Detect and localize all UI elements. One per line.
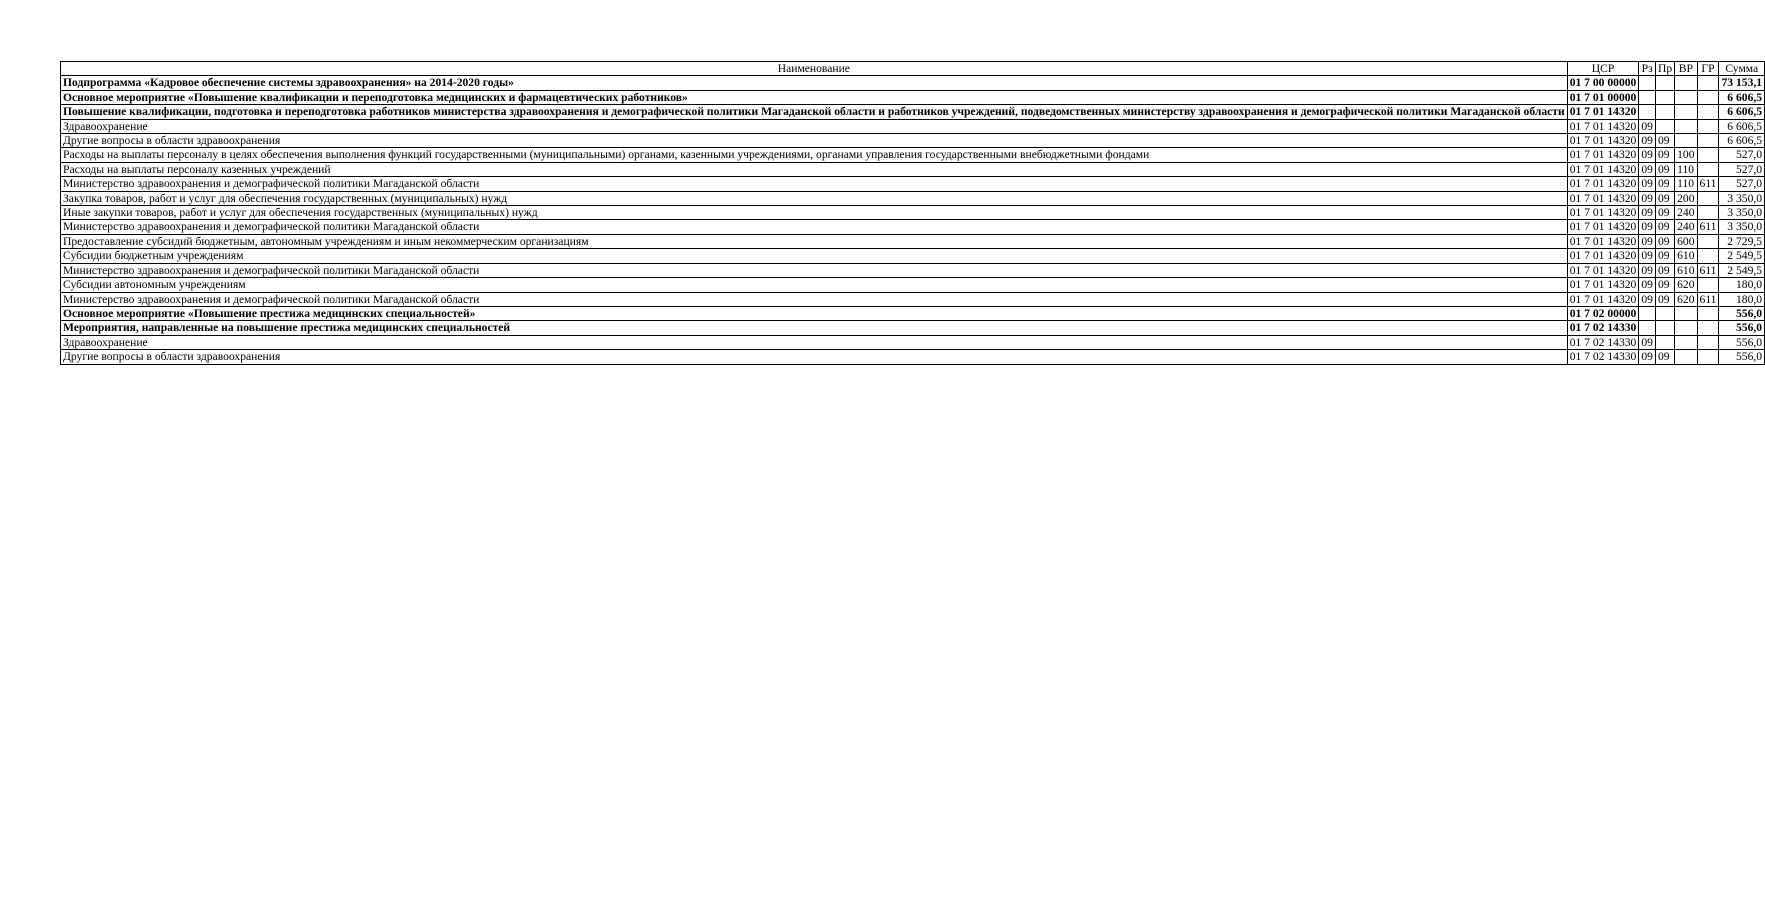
cell-vr [1675,134,1697,148]
cell-csr: 01 7 01 14320 [1567,234,1639,248]
cell-sum: 180,0 [1719,278,1765,292]
cell-gr [1697,76,1719,90]
cell-gr [1697,321,1719,335]
cell-vr [1675,306,1697,320]
cell-vr [1675,90,1697,104]
cell-rz: 09 [1639,134,1656,148]
cell-sum: 180,0 [1719,292,1765,306]
cell-gr [1697,148,1719,162]
cell-gr [1697,234,1719,248]
cell-pr: 09 [1655,278,1674,292]
cell-csr: 01 7 01 14320 [1567,148,1639,162]
table-row [61,335,1765,349]
cell-pr: 09 [1655,350,1674,364]
cell-vr: 110 [1675,177,1697,191]
cell-pr [1655,119,1674,133]
cell-rz [1639,105,1656,119]
cell-gr [1697,119,1719,133]
table-row [61,350,1765,364]
cell-pr: 09 [1655,177,1674,191]
cell-gr [1697,335,1719,349]
table-row [61,206,1765,220]
cell-csr: 01 7 01 14320 [1567,263,1639,277]
table-body [61,76,1765,364]
cell-rz: 09 [1639,191,1656,205]
cell-gr [1697,206,1719,220]
table-row [61,306,1765,320]
cell-rz: 09 [1639,350,1656,364]
cell-pr: 09 [1655,191,1674,205]
cell-vr: 620 [1675,292,1697,306]
cell-pr: 09 [1655,148,1674,162]
cell-rz: 09 [1639,162,1656,176]
cell-rz [1639,76,1656,90]
cell-vr: 620 [1675,278,1697,292]
cell-gr [1697,105,1719,119]
cell-rz [1639,90,1656,104]
cell-rz: 09 [1639,119,1656,133]
table-row [61,177,1765,191]
cell-sum: 6 606,5 [1719,134,1765,148]
cell-gr: 611 [1697,263,1719,277]
cell-name: Иные закупки товаров, работ и услуг для обеспечения государственных (муниципальных) нужд [61,206,1568,220]
cell-name: Мероприятия, направленные на повышение престижа медицинских специальностей [61,321,1568,335]
cell-name: Предоставление субсидий бюджетным, автономным учреждениям и иным некоммерческим организациям [61,234,1568,248]
cell-pr [1655,335,1674,349]
cell-sum: 556,0 [1719,306,1765,320]
cell-gr: 611 [1697,292,1719,306]
cell-rz: 09 [1639,234,1656,248]
cell-rz [1639,321,1656,335]
cell-csr: 01 7 02 14330 [1567,350,1639,364]
budget-table [60,61,1765,365]
cell-csr: 01 7 01 14320 [1567,249,1639,263]
cell-sum: 6 606,5 [1719,119,1765,133]
cell-name: Закупка товаров, работ и услуг для обеспечения государственных (муниципальных) нужд [61,191,1568,205]
table-row [61,162,1765,176]
cell-name: Здравоохранение [61,119,1568,133]
cell-name: Министерство здравоохранения и демографической политики Магаданской области [61,263,1568,277]
cell-csr: 01 7 01 14320 [1567,278,1639,292]
header-csr: ЦСР [1567,62,1639,76]
cell-gr [1697,191,1719,205]
cell-vr [1675,119,1697,133]
cell-pr: 09 [1655,134,1674,148]
cell-vr [1675,321,1697,335]
cell-csr: 01 7 01 14320 [1567,206,1639,220]
cell-vr: 100 [1675,148,1697,162]
cell-vr [1675,105,1697,119]
cell-name: Основное мероприятие «Повышение квалификации и переподготовка медицинских и фармацевтических работников» [61,90,1568,104]
cell-sum: 73 153,1 [1719,76,1765,90]
cell-name: Субсидии бюджетным учреждениям [61,249,1568,263]
cell-sum: 556,0 [1719,321,1765,335]
cell-gr [1697,90,1719,104]
cell-csr: 01 7 01 14320 [1567,220,1639,234]
table-header-row [61,62,1765,76]
cell-csr: 01 7 01 14320 [1567,191,1639,205]
cell-csr: 01 7 02 14330 [1567,321,1639,335]
table-row [61,263,1765,277]
table-row [61,249,1765,263]
cell-rz: 09 [1639,220,1656,234]
cell-pr [1655,306,1674,320]
cell-name: Министерство здравоохранения и демографической политики Магаданской области [61,292,1568,306]
table-row [61,278,1765,292]
header-pr: Пр [1655,62,1674,76]
table-row [61,220,1765,234]
cell-pr [1655,321,1674,335]
cell-pr [1655,90,1674,104]
cell-name: Субсидии автономным учреждениям [61,278,1568,292]
cell-rz: 09 [1639,249,1656,263]
table-row [61,292,1765,306]
cell-gr [1697,134,1719,148]
cell-sum: 2 549,5 [1719,263,1765,277]
cell-sum: 2 729,5 [1719,234,1765,248]
cell-sum: 556,0 [1719,335,1765,349]
cell-pr: 09 [1655,292,1674,306]
cell-sum: 556,0 [1719,350,1765,364]
cell-rz: 09 [1639,263,1656,277]
cell-name: Расходы на выплаты персоналу в целях обеспечения выполнения функций государственными (муниципальными) органами, казенными учреждениями, органами управления государственными внебюджетными фондами [61,148,1568,162]
cell-pr: 09 [1655,249,1674,263]
cell-sum: 3 350,0 [1719,220,1765,234]
cell-rz [1639,306,1656,320]
cell-sum: 2 549,5 [1719,249,1765,263]
cell-sum: 527,0 [1719,177,1765,191]
cell-rz: 09 [1639,177,1656,191]
table-row [61,105,1765,119]
header-sum: Сумма [1719,62,1765,76]
cell-csr: 01 7 01 14320 [1567,292,1639,306]
table-row [61,191,1765,205]
cell-sum: 527,0 [1719,162,1765,176]
cell-pr [1655,76,1674,90]
cell-gr [1697,162,1719,176]
cell-pr: 09 [1655,263,1674,277]
cell-pr [1655,105,1674,119]
cell-name: Здравоохранение [61,335,1568,349]
cell-vr: 110 [1675,162,1697,176]
cell-vr: 240 [1675,220,1697,234]
cell-sum: 3 350,0 [1719,191,1765,205]
cell-name: Другие вопросы в области здравоохранения [61,134,1568,148]
table-row [61,321,1765,335]
cell-name: Основное мероприятие «Повышение престижа медицинских специальностей» [61,306,1568,320]
cell-name: Другие вопросы в области здравоохранения [61,350,1568,364]
cell-pr: 09 [1655,234,1674,248]
header-name: Наименование [61,62,1568,76]
cell-csr: 01 7 01 14320 [1567,177,1639,191]
table-row [61,234,1765,248]
header-vr: ВР [1675,62,1697,76]
cell-gr [1697,249,1719,263]
cell-pr: 09 [1655,220,1674,234]
cell-pr: 09 [1655,162,1674,176]
cell-csr: 01 7 00 00000 [1567,76,1639,90]
header-rz: Рз [1639,62,1656,76]
cell-vr [1675,350,1697,364]
cell-vr [1675,76,1697,90]
cell-rz: 09 [1639,148,1656,162]
cell-csr: 01 7 01 00000 [1567,90,1639,104]
cell-gr [1697,350,1719,364]
cell-csr: 01 7 01 14320 [1567,134,1639,148]
cell-vr: 610 [1675,263,1697,277]
cell-rz: 09 [1639,335,1656,349]
cell-gr: 611 [1697,177,1719,191]
cell-sum: 6 606,5 [1719,105,1765,119]
cell-vr: 600 [1675,234,1697,248]
cell-vr: 610 [1675,249,1697,263]
table-row [61,76,1765,90]
cell-rz: 09 [1639,206,1656,220]
cell-gr [1697,278,1719,292]
table-row [61,90,1765,104]
table-row [61,148,1765,162]
table-row [61,119,1765,133]
cell-name: Подпрограмма «Кадровое обеспечение системы здравоохранения» на 2014-2020 годы» [61,76,1568,90]
header-gr: ГР [1697,62,1719,76]
cell-gr: 611 [1697,220,1719,234]
cell-csr: 01 7 01 14320 [1567,162,1639,176]
cell-rz: 09 [1639,278,1656,292]
cell-vr: 240 [1675,206,1697,220]
table-row [61,134,1765,148]
cell-csr: 01 7 01 14320 [1567,105,1639,119]
cell-vr [1675,335,1697,349]
cell-vr: 200 [1675,191,1697,205]
cell-csr: 01 7 02 00000 [1567,306,1639,320]
cell-pr: 09 [1655,206,1674,220]
cell-sum: 527,0 [1719,148,1765,162]
cell-sum: 6 606,5 [1719,90,1765,104]
cell-gr [1697,306,1719,320]
cell-name: Повышение квалификации, подготовка и переподготовка работников министерства здравоохранения и демографической политики Магаданской области и работников учреждений, подведомственных министерству здравоохранения и демографической политики Магаданской области [61,105,1568,119]
cell-name: Расходы на выплаты персоналу казенных учреждений [61,162,1568,176]
cell-sum: 3 350,0 [1719,206,1765,220]
cell-name: Министерство здравоохранения и демографической политики Магаданской области [61,177,1568,191]
cell-rz: 09 [1639,292,1656,306]
cell-name: Министерство здравоохранения и демографической политики Магаданской области [61,220,1568,234]
cell-csr: 01 7 02 14330 [1567,335,1639,349]
cell-csr: 01 7 01 14320 [1567,119,1639,133]
